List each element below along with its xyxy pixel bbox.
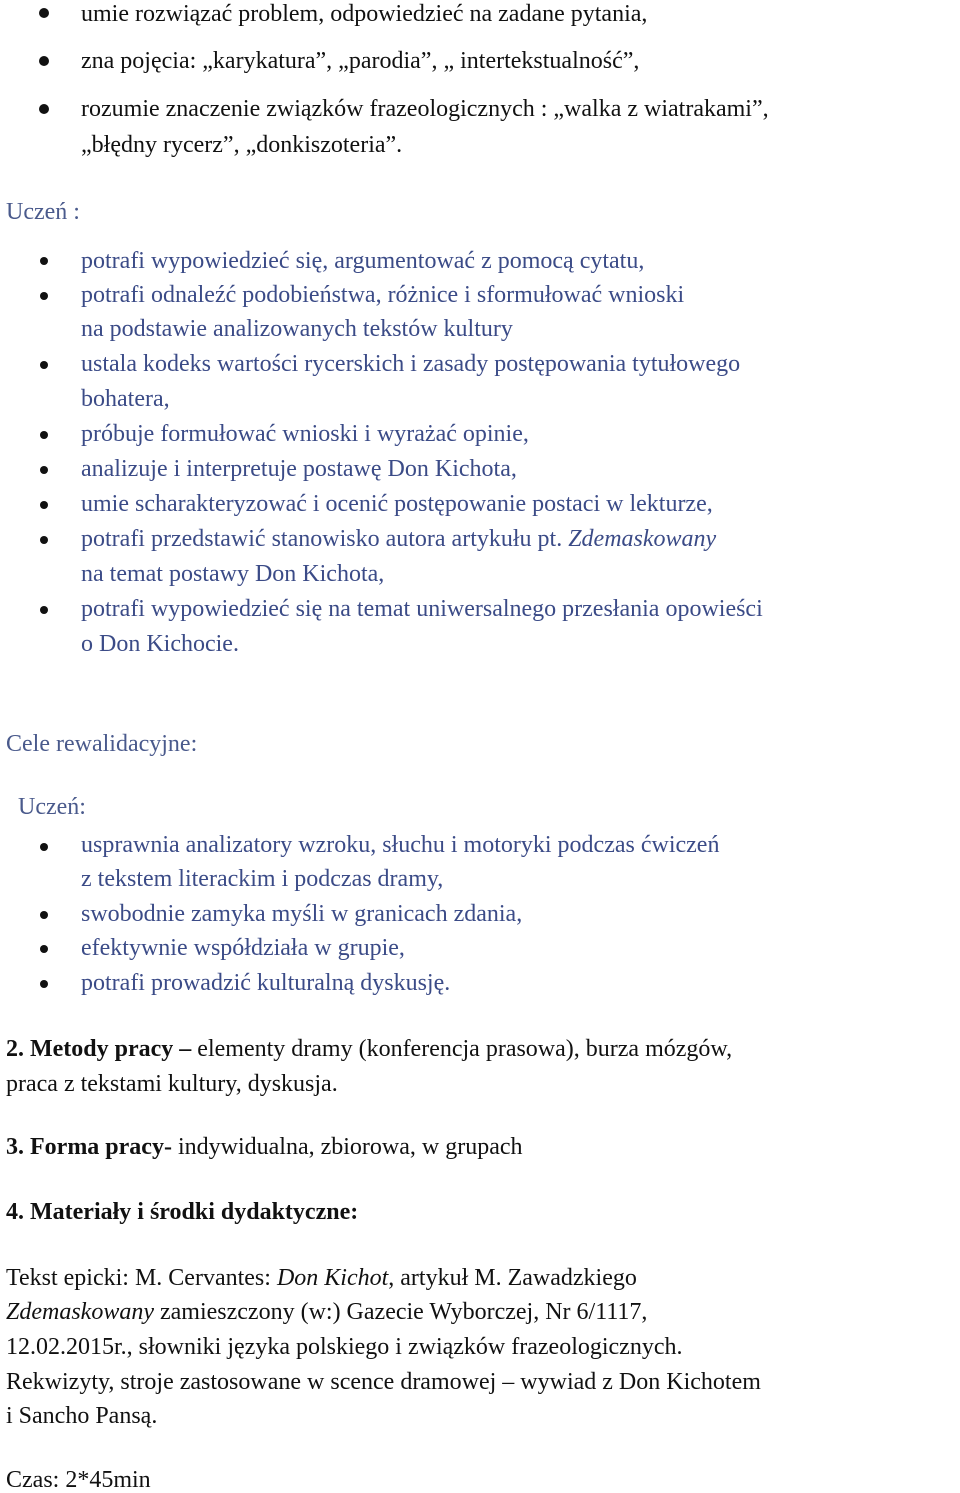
forma-line [6, 1135, 523, 1159]
list-item: potrafi wypowiedzieć się na temat uniwersalnego przesłania opowieści [81, 596, 763, 622]
list-item: umie rozwiązać problem, odpowiedzieć na zadane pytania, [81, 1, 648, 27]
czas-text: Czas: 2*45min [6, 1467, 151, 1493]
list-item: potrafi prowadzić kulturalną dyskusję. [81, 970, 451, 996]
bullet [40, 431, 48, 439]
list-item: potrafi wypowiedzieć się, argumentować z pomocą cytatu, [81, 248, 645, 274]
metody-line [6, 1037, 732, 1061]
materialy-heading-text: 4. Materiały i środki dydaktyczne: [6, 1199, 359, 1225]
bullet [39, 8, 49, 18]
forma-label: 3. Forma pracy- [6, 1134, 172, 1160]
bullet [40, 606, 48, 614]
list-item-continuation: z tekstem literackim i podczas dramy, [81, 866, 444, 892]
bullet [39, 104, 49, 114]
bullet [40, 945, 48, 953]
list-item-continuation: bohatera, [81, 386, 170, 412]
list-item-text: potrafi przedstawić stanowisko autora artykułu pt. [81, 526, 569, 552]
cele-uczen-label: Uczeń: [18, 794, 86, 820]
list-item: zna pojęcia: „karykatura”, „parodia”, „ intertekstualność”, [81, 48, 640, 74]
list-item [81, 527, 716, 551]
bullet [40, 257, 48, 265]
list-item-continuation: na podstawie analizowanych tekstów kultury [81, 316, 513, 342]
bullet [40, 843, 48, 851]
list-item: umie scharakteryzować i ocenić postępowanie postaci w lekturze, [81, 491, 713, 517]
forma-text: indywidualna, zbiorowa, w grupach [171, 1134, 523, 1160]
materialy-heading [6, 1200, 358, 1224]
materialy-line [6, 1266, 637, 1290]
article-title: Zdemaskowany [6, 1299, 154, 1325]
materialy-text: , artykuł M. Zawadzkiego [388, 1265, 637, 1291]
bullet [40, 466, 48, 474]
list-item: rozumie znaczenie związków frazeologicznych : „walka z wiatrakami”, [81, 96, 769, 122]
bullet [40, 536, 48, 544]
section-heading-uczen: Uczeń : [6, 199, 80, 225]
materialy-line: 12.02.2015r., słowniki języka polskiego i związków frazeologicznych. [6, 1334, 683, 1360]
materialy-line: i Sancho Pansą. [6, 1403, 158, 1429]
list-item: potrafi odnaleźć podobieństwa, różnice i sformułować wnioski [81, 282, 685, 308]
list-item: swobodnie zamyka myśli w granicach zdania, [81, 901, 523, 927]
list-item: analizuje i interpretuje postawę Don Kichota, [81, 456, 517, 482]
list-item-continuation: „błędny rycerz”, „donkiszoteria”. [81, 132, 403, 158]
book-title: Don Kichot [276, 1265, 389, 1291]
list-item-continuation: na temat postawy Don Kichota, [81, 561, 385, 587]
materialy-line: Rekwizyty, stroje zastosowane w scence dramowej – wywiad z Don Kichotem [6, 1369, 761, 1395]
metody-label: 2. Metody pracy – [6, 1036, 192, 1062]
materialy-text: zamieszczony (w:) Gazecie Wyborczej, Nr 6/1117, [153, 1299, 648, 1325]
bullet [40, 501, 48, 509]
metody-text: elementy dramy (konferencja prasowa), burza mózgów, [191, 1036, 733, 1062]
metody-continuation: praca z tekstami kultury, dyskusja. [6, 1071, 338, 1097]
article-title: Zdemaskowany [568, 526, 717, 552]
materialy-line [6, 1300, 647, 1324]
section-heading-cele: Cele rewalidacyjne: [6, 731, 198, 757]
list-item: próbuje formułować wnioski i wyrażać opinie, [81, 421, 529, 447]
list-item: ustala kodeks wartości rycerskich i zasady postępowania tytułowego [81, 351, 741, 377]
bullet [39, 56, 49, 66]
list-item: usprawnia analizatory wzroku, słuchu i motoryki podczas ćwiczeń [81, 832, 720, 858]
list-item: efektywnie współdziała w grupie, [81, 935, 405, 961]
bullet [40, 911, 48, 919]
materialy-text: Tekst epicki: M. Cervantes: [6, 1265, 277, 1291]
list-item-continuation: o Don Kichocie. [81, 631, 239, 657]
bullet [40, 292, 48, 300]
bullet [40, 361, 48, 369]
bullet [40, 980, 48, 988]
